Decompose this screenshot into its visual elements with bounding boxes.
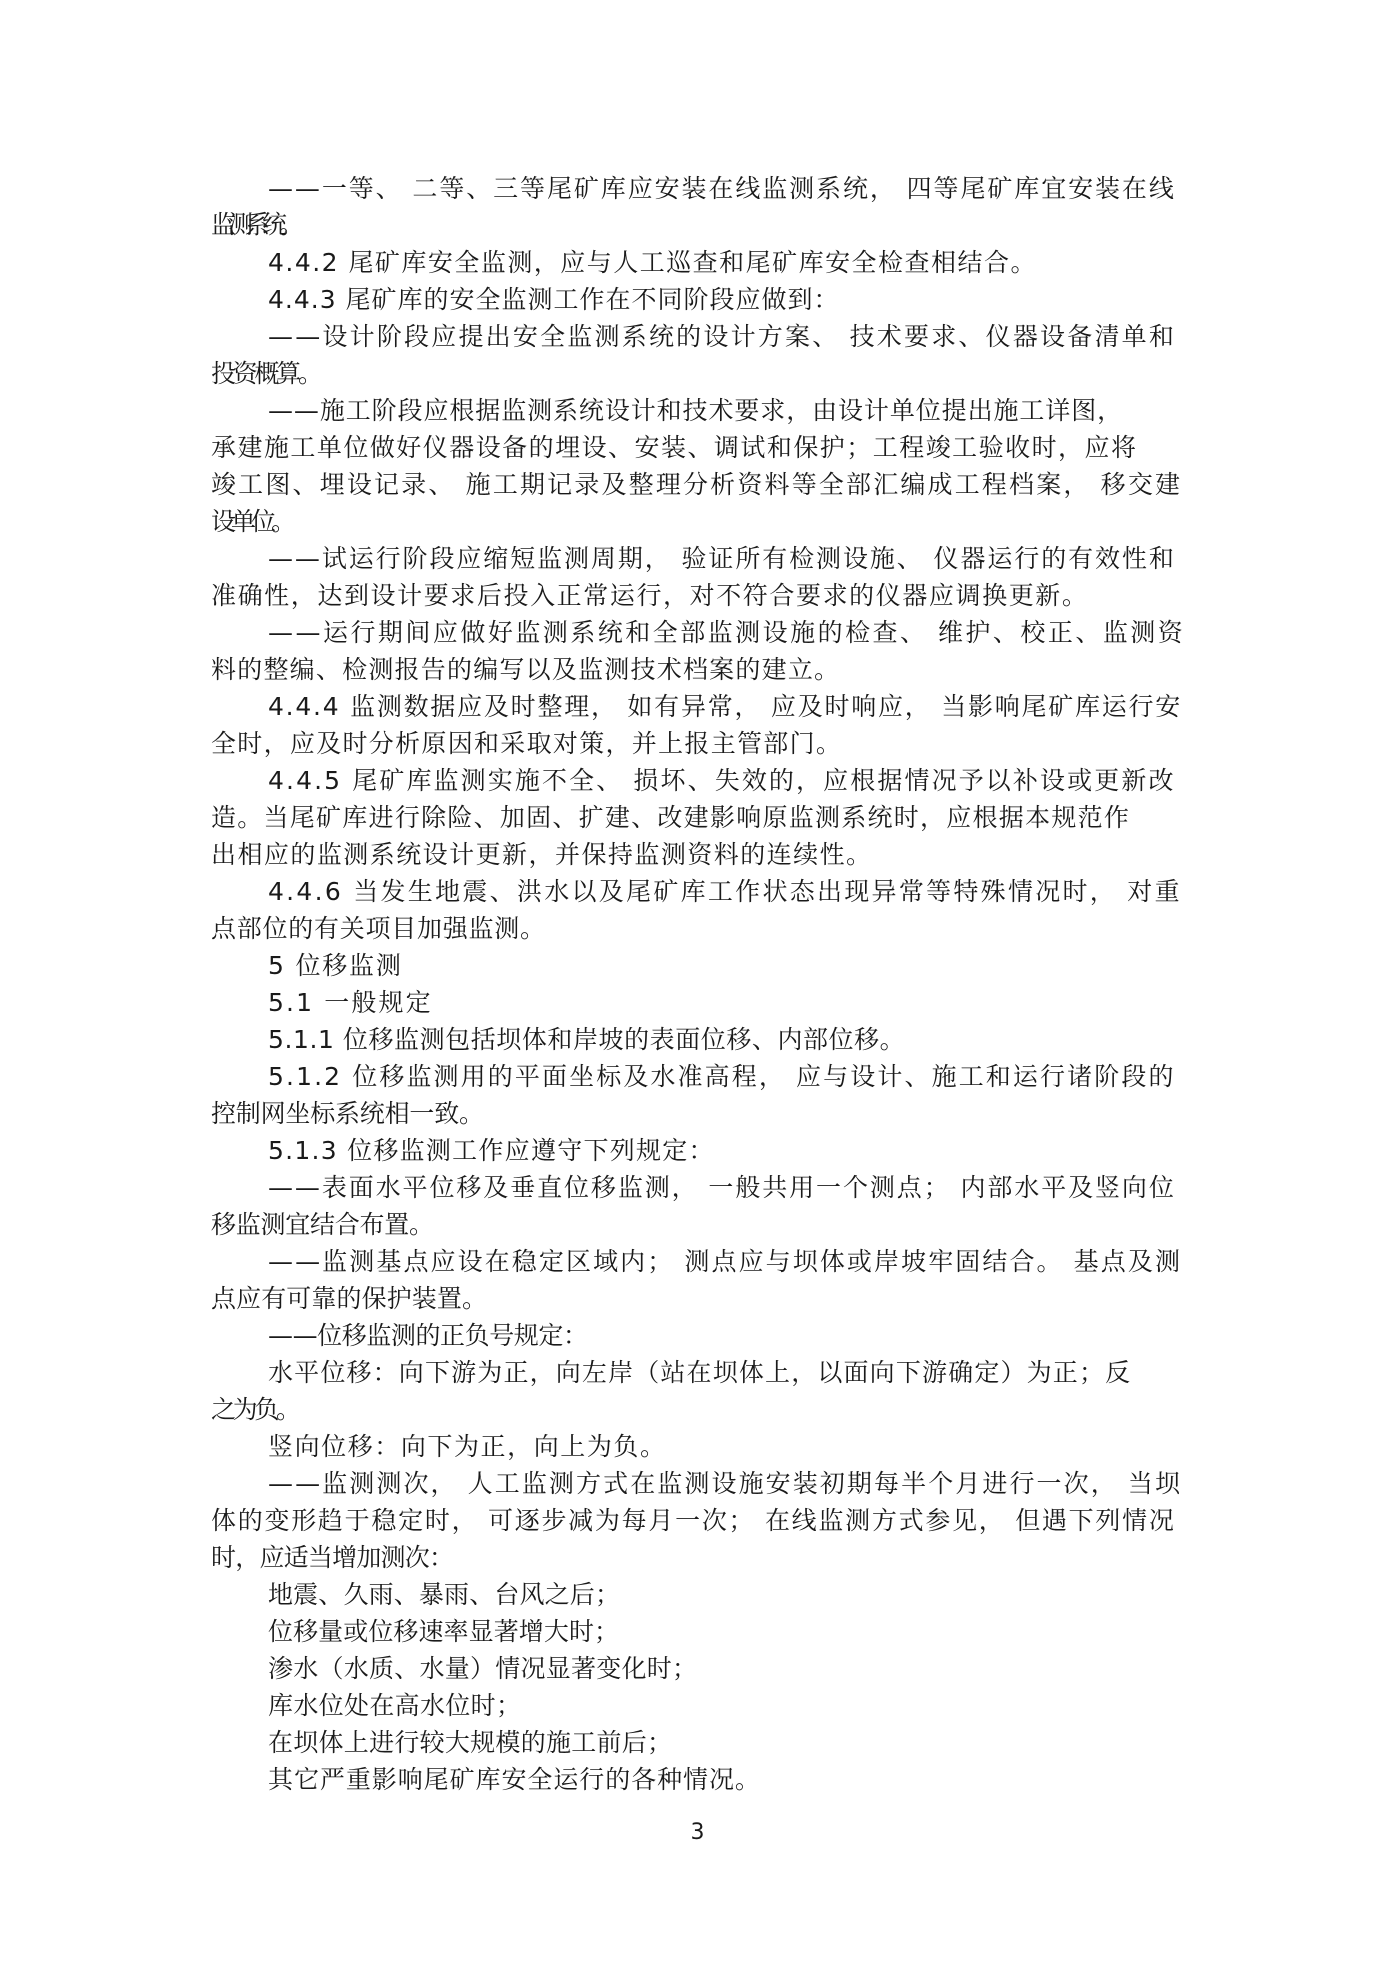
text-line: 投资概算。 <box>211 359 320 388</box>
text-line: ——试运行阶段应缩短监测周期， 验证所有检测设施、 仪器运行的有效性和 <box>268 544 1176 573</box>
text-line: ——施工阶段应根据监测系统设计和技术要求，由设计单位提出施工详图， <box>268 396 1124 425</box>
text-line: 4.4.6 当发生地震、洪水以及尾矿库工作状态出现异常等特殊情况时， 对重 <box>268 877 1182 906</box>
text-line: 全时，应及时分析原因和采取对策，并上报主管部门。 <box>211 729 843 758</box>
text-line: 时，应适当增加测次： <box>211 1543 454 1572</box>
text-line: 设单位。 <box>211 507 292 536</box>
text-line: 承建施工单位做好仪器设备的埋设、安装、调试和保护；工程竣工验收时，应将 <box>211 433 1138 462</box>
text-line: 4.4.5 尾矿库监测实施不全、 损坏、失效的，应根据情况予以补设或更新改 <box>268 766 1176 795</box>
text-line: 位移量或位移速率显著增大时； <box>268 1617 620 1646</box>
text-line: ——运行期间应做好监测系统和全部监测设施的检查、 维护、校正、监测资 <box>268 618 1186 647</box>
text-line: ——一等、 二等、三等尾矿库应安装在线监测系统， 四等尾矿库宜安装在线 <box>268 174 1176 203</box>
text-line: 4.4.2 尾矿库安全监测，应与人工巡查和尾矿库安全检查相结合。 <box>268 248 1037 277</box>
text-line: 控制网坐标系统相一致。 <box>211 1099 484 1128</box>
text-line: 其它严重影响尾矿库安全运行的各种情况。 <box>268 1765 761 1794</box>
text-line: ——设计阶段应提出安全监测系统的设计方案、 技术要求、仪器设备清单和 <box>268 322 1177 351</box>
text-line: 地震、久雨、暴雨、台风之后； <box>268 1580 621 1609</box>
text-line: 水平位移：向下游为正，向左岸（站在坝体上，以面向下游确定）为正；反 <box>268 1358 1132 1387</box>
text-line: 体的变形趋于稳定时， 可逐步减为每月一次； 在线监测方式参见， 但遇下列情况 <box>211 1506 1176 1535</box>
text-line: 渗水（水质、水量）情况显著变化时； <box>268 1654 698 1683</box>
text-line: 之为负。 <box>211 1395 298 1424</box>
text-line: 4.4.4 监测数据应及时整理， 如有异常， 应及时响应， 当影响尾矿库运行安 <box>268 692 1183 721</box>
text-line: 造。当尾矿库进行除险、加固、扩建、改建影响原监测系统时，应根据本规范作 <box>211 803 1131 832</box>
text-line: 准确性，达到设计要求后投入正常运行，对不符合要求的仪器应调换更新。 <box>211 581 1089 610</box>
text-line: 库水位处在高水位时； <box>268 1691 522 1720</box>
text-line: 出相应的监测系统设计更新，并保持监测资料的连续性。 <box>211 840 873 869</box>
text-line: 点应有可靠的保护装置。 <box>211 1284 488 1313</box>
text-line: 移监测宜结合布置。 <box>211 1210 434 1239</box>
text-line: 5.1.3 位移监测工作应遵守下列规定： <box>268 1136 715 1165</box>
text-line: 监测系统。 <box>211 210 297 239</box>
text-line: ——表面水平位移及垂直位移监测， 一般共用一个测点； 内部水平及竖向位 <box>268 1173 1176 1202</box>
text-line: ——监测基点应设在稳定区域内； 测点应与坝体或岸坡牢固结合。 基点及测 <box>268 1247 1183 1276</box>
text-line: 5 位移监测 <box>268 951 403 980</box>
text-line: 点部位的有关项目加强监测。 <box>211 914 546 943</box>
text-line: 4.4.3 尾矿库的安全监测工作在不同阶段应做到： <box>268 285 840 314</box>
text-line: 5.1 一般规定 <box>268 988 433 1017</box>
text-line: 5.1.2 位移监测用的平面坐标及水准高程， 应与设计、施工和运行诸阶段的 <box>268 1062 1176 1091</box>
text-line: 竖向位移：向下为正，向上为负。 <box>268 1432 667 1461</box>
text-line: 5.1.1 位移监测包括坝体和岸坡的表面位移、内部位移。 <box>268 1025 906 1054</box>
text-line: 料的整编、检测报告的编写以及监测技术档案的建立。 <box>211 655 841 684</box>
text-line: ——位移监测的正负号规定： <box>268 1321 588 1350</box>
text-line: 在坝体上进行较大规模的施工前后； <box>268 1728 673 1757</box>
text-line: ——监测测次， 人工监测方式在监测设施安装初期每半个月进行一次， 当坝 <box>268 1469 1183 1498</box>
text-line: 竣工图、埋设记录、 施工期记录及整理分析资料等全部汇编成工程档案， 移交建 <box>211 470 1183 499</box>
page-number: 3 <box>690 1820 705 1845</box>
